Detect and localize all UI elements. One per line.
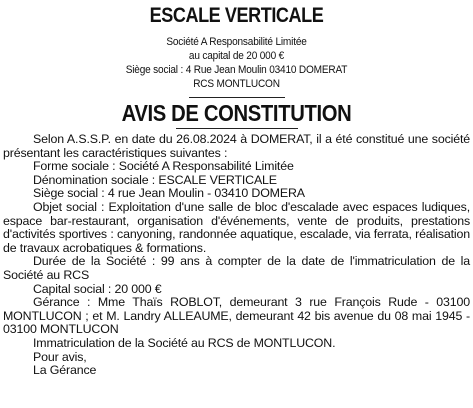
closing-paragraph: Pour avis, bbox=[33, 349, 87, 364]
intro-paragraph: Selon A.S.S.P. en date du 26.08.2024 à DOMERAT, il a été constitué une société présentant les caractéristiques suivantes : bbox=[3, 132, 470, 160]
management-paragraph: Gérance : Mme Thaïs ROBLOT, demeurant 3 rue François Rude - 03100 MONTLUCON ; et M. Landry ALLEAUME, demeurant 42 bis avenue du 08 mai 1945 - 03100 MONTLUCON bbox=[3, 295, 470, 337]
top-divider bbox=[189, 97, 285, 98]
company-name: ESCALE VERTICALE bbox=[149, 4, 324, 27]
signature-paragraph: La Gérance bbox=[33, 363, 97, 378]
company-legal-form: Société A Responsabilité Limitée bbox=[166, 36, 307, 48]
notice-title: AVIS DE CONSTITUTION bbox=[121, 100, 352, 126]
duration-paragraph: Durée de la Société : 99 ans à compter de la date de l'immatriculation de la Société au RCS bbox=[3, 254, 470, 282]
corporate-purpose-paragraph: Objet social : Exploitation d'une salle de bloc d'escalade avec espaces ludiques, espace bar-restaurant, organisation d'événements, vente de produits, prestations d'activités sportives : canyoning, randonnée aquatique, escalade, via ferrata, réalisation de travaux acrobatiques & formations. bbox=[3, 199, 470, 255]
company-head-office: Siège social : 4 Rue Jean Moulin 03410 DOMERAT bbox=[125, 64, 348, 76]
notice-body bbox=[3, 133, 470, 378]
company-name-paragraph: Dénomination sociale : ESCALE VERTICALE bbox=[33, 172, 277, 187]
legal-form-paragraph: Forme sociale : Société A Responsabilité Limitée bbox=[33, 159, 294, 174]
company-capital: au capital de 20 000 € bbox=[188, 50, 285, 62]
company-rcs: RCS MONTLUCON bbox=[193, 78, 280, 90]
registration-paragraph: Immatriculation de la Société au RCS de MONTLUCON. bbox=[33, 335, 336, 350]
title-divider bbox=[176, 128, 298, 129]
head-office-paragraph: Siège social : 4 rue Jean Moulin - 03410 DOMERA bbox=[33, 186, 305, 201]
share-capital-paragraph: Capital social : 20 000 € bbox=[33, 281, 162, 296]
company-details bbox=[3, 35, 470, 91]
